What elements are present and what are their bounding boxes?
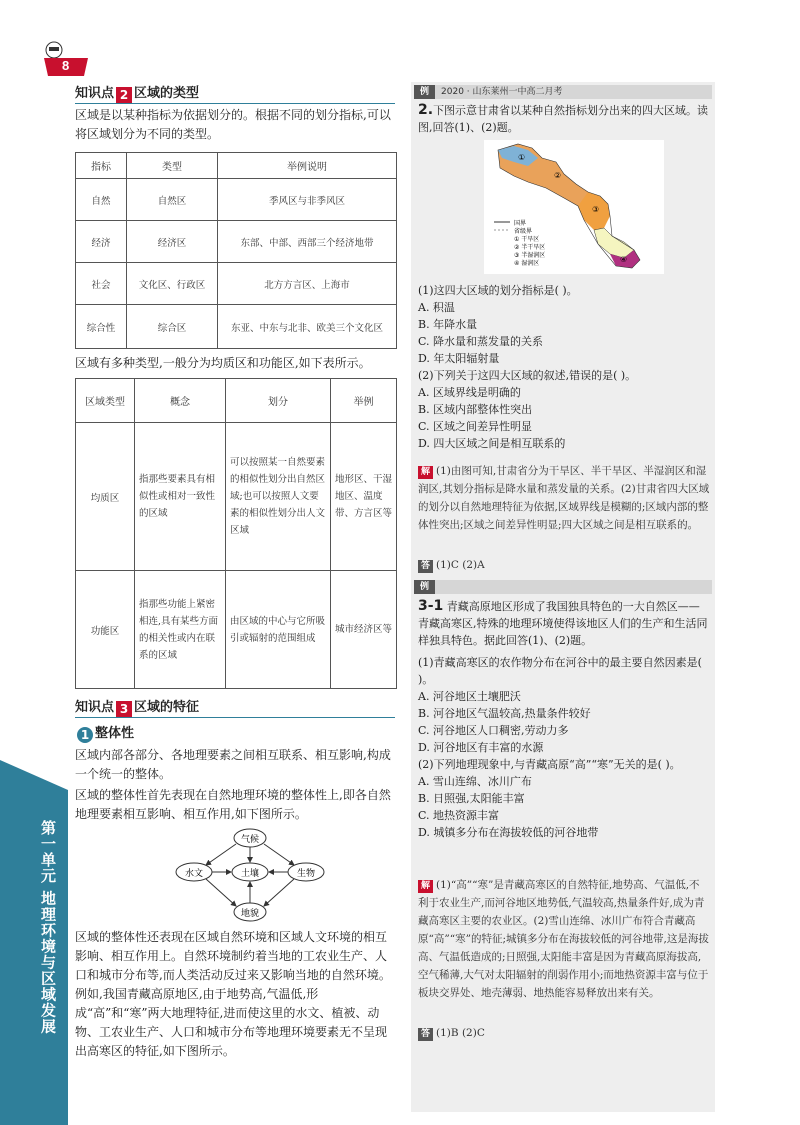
map-legend-item: ③ 半湿润区 (514, 252, 546, 259)
table-row (76, 179, 397, 221)
table-cell: 地形区、干湿地区、温度带、方言区等 (331, 423, 397, 571)
homogeneous-functional-table (75, 378, 397, 689)
map-legend-item: ② 半干旱区 (514, 244, 546, 251)
option: B. 河谷地区气温较高,热量条件较好 (418, 707, 591, 720)
map-region-label: ③ (592, 205, 600, 214)
subsection-title: 整体性 (95, 726, 135, 741)
example2-source: 2020 · 山东莱州一中高二月考 (441, 87, 563, 97)
map-legend-item: 国界 (514, 220, 527, 227)
example3-bar (414, 580, 712, 594)
table2-header: 举例 (331, 379, 397, 423)
section2-mid-text: 区域有多种类型,一般分为均质区和功能区,如下表所示。 (75, 356, 371, 370)
example3-answer (418, 1024, 710, 1042)
example3-tag: 例 (414, 580, 435, 594)
example2-number: 2. (418, 102, 434, 118)
table-cell: 由区域的中心与它所吸引或辐射的范围组成 (226, 571, 331, 689)
section2-intro: 区域是以某种指标为依据划分的。根据不同的划分指标,可以将区域划分为不同的类型。 (75, 108, 391, 141)
table-cell: 季风区与非季风区 (218, 179, 397, 221)
example2-stem-text: 下图示意甘肃省以某种自然指标划分出来的四大区域。读图,回答(1)、(2)题。 (418, 104, 709, 134)
table-cell: 均质区 (76, 423, 135, 571)
option: C. 降水量和蒸发量的关系 (418, 335, 544, 348)
example3-number: 3-1 (418, 598, 444, 614)
solution-label: 解 (418, 880, 433, 893)
table-cell: 功能区 (76, 571, 135, 689)
section3-title: 区域的特征 (134, 700, 200, 715)
option: A. 雪山连绵、冰川广布 (418, 775, 532, 788)
section2-label: 知识点 (75, 86, 115, 101)
table-row (76, 221, 397, 263)
table-cell: 自然 (76, 179, 127, 221)
option: D. 四大区域之间是相互联系的 (418, 437, 566, 450)
table1-header: 举例说明 (218, 153, 397, 179)
answer-text: (1)C (2)A (436, 559, 485, 571)
option: B. 年降水量 (418, 318, 478, 331)
table-cell: 可以按照某一自然要素的相似性划分出自然区域;也可以按照人文要素的相似性划分出人文区域 (226, 423, 331, 571)
option: C. 地热资源丰富 (418, 809, 500, 822)
gansu-region-map (484, 140, 664, 274)
solution-text: (1)“高”“寒”是青藏高寒区的自然特征,地势高、气温低,不利于农业生产,而河谷地区地势低,气温较高,热量条件好,成为青藏高寒区主要的农业区。(2)雪山连绵、冰川广布符合青藏高原“高”“寒”的特征;城镇多分布在海拔较低的河谷地带,这是海拔高、气温低造成的;日照强,太阳能丰富是因为青藏高原海拔高,空气稀薄,大气对太阳辐射的削弱作用小;而地热资源丰富与位于板块交界处、地壳薄弱、地热能容易释放出来有关。 (418, 879, 709, 999)
solution-text: (1)由图可知,甘肃省分为干旱区、半干旱区、半湿润区和湿润区,其划分指标是降水量和蒸发量的关系。(2)甘肃省四大区域的划分以自然地理特征为依据,区域界线是模糊的;区域内部的整体性突出;区域之间差异性明显;四大区域之间是相互联系的。 (418, 465, 710, 531)
section3-p2: 区域的整体性首先表现在自然地理环境的整体性上,即各自然地理要素相互影响、相互作用,如下图所示。 (75, 788, 391, 821)
table-row (76, 423, 397, 571)
option: D. 城镇多分布在海拔较低的河谷地带 (418, 826, 599, 839)
question-text: (1)青藏高寒区的农作物分布在河谷中的最主要自然因素是( )。 (418, 656, 702, 686)
section2-number: 2 (116, 87, 132, 103)
answer-text: (1)B (2)C (436, 1027, 485, 1039)
diagram-node-hydrology: 水文 (184, 869, 204, 879)
diagram-node-biology: 生物 (296, 869, 316, 879)
section3-p1: 区域内部各部分、各地理要素之间相互联系、相互影响,构成一个统一的整体。 (75, 748, 391, 781)
option: C. 河谷地区人口稠密,劳动力多 (418, 724, 569, 737)
example3-stem-text: 青藏高原地区形成了我国独具特色的一大自然区——青藏高寒区,特殊的地理环境使得该地区人们的生产和生活同样独具特色。据此回答(1)、(2)题。 (418, 600, 708, 647)
section3-heading (75, 696, 395, 718)
region-type-table (75, 152, 397, 349)
solution-label: 解 (418, 466, 433, 479)
table-row (76, 263, 397, 305)
table-cell: 文化区、行政区 (127, 263, 218, 305)
map-region-label: ④ (620, 255, 628, 264)
table-row (76, 571, 397, 689)
option: A. 区域界线是明确的 (418, 386, 521, 399)
example2-answer (418, 556, 710, 574)
section3-p3: 区域的整体性还表现在区域自然环境和区域人文环境的相互影响、相互作用上。自然环境制约着当地的工农业生产、人口和城市分布等,而人类活动反过来又影响当地的自然环境。例如,我国青藏高原地区,由于地势高,气温低,形成“高”和“寒”两大地理特征,进而使这里的水文、植被、动物、工农业生产、人口和城市分布等地理环境要素无不呈现出高寒区的特征,如下图所示。 (75, 930, 391, 1058)
option: D. 年太阳辐射量 (418, 352, 500, 365)
diagram-node-climate: 气候 (240, 835, 260, 845)
answer-label: 答 (418, 1028, 433, 1041)
section2-heading (75, 82, 395, 104)
example3-stem (418, 598, 710, 649)
side-band-text: 第一单元 地理环境与区域发展 (39, 820, 57, 1035)
option: B. 日照强,太阳能丰富 (418, 792, 525, 805)
diagram-node-landform: 地貌 (240, 909, 260, 919)
option: A. 积温 (418, 301, 455, 314)
table-cell: 东亚、中东与北非、欧美三个文化区 (218, 305, 397, 349)
option: A. 河谷地区土壤肥沃 (418, 690, 521, 703)
question-text: (1)这四大区域的划分指标是( )。 (418, 284, 578, 297)
table-cell: 社会 (76, 263, 127, 305)
table-cell: 指那些功能上紧密相连,具有某些方面的相关性或内在联系的区域 (135, 571, 226, 689)
example2-tag: 例 (414, 85, 435, 99)
map-legend-item: ④ 湿润区 (514, 260, 540, 267)
example2-questions (418, 282, 710, 452)
section3-number: 3 (116, 701, 132, 717)
map-legend-item: ① 干旱区 (514, 236, 540, 243)
subsection-heading (75, 722, 134, 743)
option: B. 区域内部整体性突出 (418, 403, 533, 416)
question-text: (2)下列关于这四大区域的叙述,错误的是( )。 (418, 369, 637, 382)
section2-title: 区域的类型 (134, 86, 200, 101)
example2-stem (418, 102, 710, 136)
table-cell: 北方方言区、上海市 (218, 263, 397, 305)
table-cell: 经济 (76, 221, 127, 263)
map-region-label: ① (518, 153, 526, 162)
table2-header: 概念 (135, 379, 226, 423)
map-region-label: ② (554, 171, 562, 180)
table-cell: 自然区 (127, 179, 218, 221)
subsection-number: 1 (77, 727, 93, 743)
table1-header: 类型 (127, 153, 218, 179)
table2-header: 区域类型 (76, 379, 135, 423)
table-cell: 指那些要素具有相似性或相对一致性的区域 (135, 423, 226, 571)
table-cell: 综合性 (76, 305, 127, 349)
option: C. 区域之间差异性明显 (418, 420, 533, 433)
question-text: (2)下列地理现象中,与青藏高原“高”“寒”无关的是( )。 (418, 758, 681, 771)
table-cell: 东部、中部、西部三个经济地带 (218, 221, 397, 263)
example3-questions (418, 654, 710, 841)
answer-label: 答 (418, 560, 433, 573)
integrity-diagram (172, 828, 328, 924)
diagram-node-soil: 土壤 (240, 869, 260, 879)
page-number: 8 (62, 58, 70, 73)
option: D. 河谷地区有丰富的水源 (418, 741, 544, 754)
table-row (76, 305, 397, 349)
table-cell: 综合区 (127, 305, 218, 349)
table1-header: 指标 (76, 153, 127, 179)
map-legend-item: 省级界 (514, 228, 533, 235)
example2-solution (418, 462, 710, 534)
example2-bar (414, 85, 712, 99)
table-cell: 城市经济区等 (331, 571, 397, 689)
example3-solution (418, 876, 710, 1002)
table2-header: 划分 (226, 379, 331, 423)
table-cell: 经济区 (127, 221, 218, 263)
section3-label: 知识点 (75, 700, 115, 715)
